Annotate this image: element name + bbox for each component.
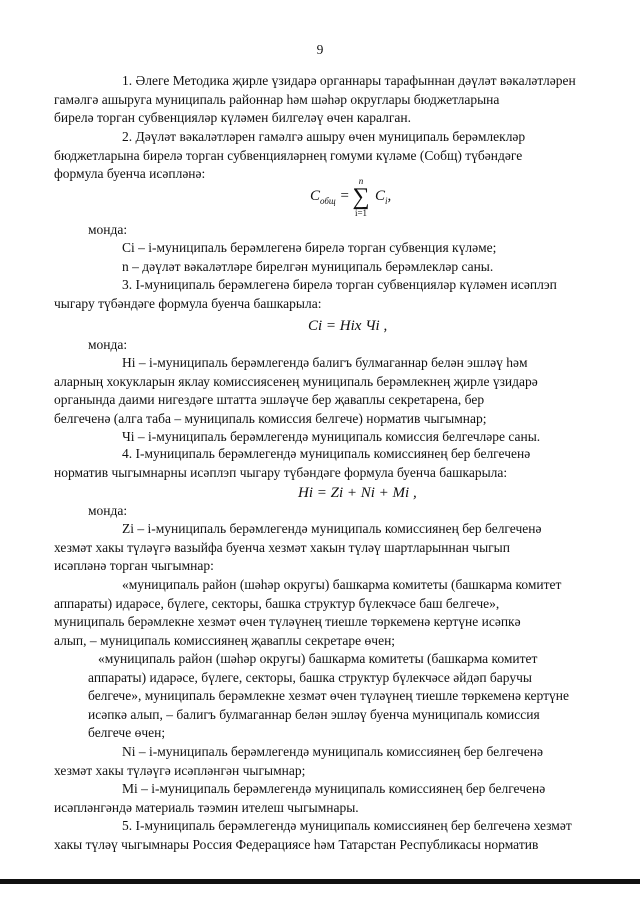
definitions-4 — [54, 743, 610, 780]
text-line: белгече», муниципаль берәмлекне хезмәт өчен түләүнең тиешле төркеменә кертүне — [88, 688, 569, 703]
text-line: белгеченә (алга таба – муниципаль комиссия белгече) норматив чыгымнар; — [54, 410, 487, 426]
text-line: 5. I-муниципаль берәмлегендә муниципаль комиссиянең бер белгеченә хезмәт — [122, 818, 572, 833]
definitions-2 — [54, 354, 610, 447]
text-line: бюджетларына бирелә торган субвенцияләрнең гомуми күләме (Cобщ) түбәндәге — [54, 147, 523, 163]
definitions-5 — [54, 780, 610, 817]
text-line: аппараты) идарәсе, бүлеге, секторы, башка структур бүлекчәсе әйдәп баручы — [88, 669, 532, 685]
text-line: алып, – муниципаль комиссиянең җаваплы секретаре өчен; — [54, 632, 396, 648]
text-line: хезмәт хакы түләүгә вазыйфа буенча хезмәт хакын түләү шартларыннан чыгып — [54, 539, 510, 555]
text-line: Zi – i-муниципаль берәмлегендә муниципаль комиссиянең бер белгеченә — [122, 521, 542, 536]
text-line: Hi – i-муниципаль берәмлегендә балигъ булмаганнар белән эшләү һәм — [122, 355, 528, 370]
text-line: аппараты) идарәсе, бүлеге, секторы, башка структур бүлекчәсе баш белгече», — [54, 595, 500, 611]
text-line: n – дәүләт вәкаләтләре бирелгән муниципаль берәмлекләр саны. — [122, 258, 494, 274]
text-line: Ci – i-муниципаль берәмлегенә бирелә торган субвенция күләме; — [122, 240, 497, 255]
text-line: 4. I-муниципаль берәмлегендә муниципаль комиссиянең бер белгеченә — [122, 446, 531, 461]
where-label-2: монда: — [88, 337, 128, 352]
formula-2: Ci = Hiх Чi , — [308, 318, 388, 334]
text-line: бирелә торган субвенцияләр күләмен билгеләү өчен каралган. — [54, 110, 411, 125]
paragraph-3 — [54, 276, 610, 313]
text-line: исәпләнә торган чыгымнар: — [54, 558, 214, 573]
text-line: исәпкә алып, – балигъ булмаганнар белән эшләү буенча муниципаль комиссия — [88, 706, 540, 722]
formula-sum-rhs: $C_i$, — [375, 188, 392, 206]
paragraph-4 — [54, 445, 610, 482]
text-line: Ni – i-муниципаль берәмлегендә муниципаль комиссиянең бер белгеченә — [122, 744, 543, 759]
text-line: хакы түләү чыгымнары Россия Федерациясе һәм Татарстан Республикасы норматив — [54, 836, 539, 852]
paragraph-5 — [54, 817, 610, 854]
text-line: Mi – i-муниципаль берәмлегендә муниципаль комиссиянең бер белгеченә — [122, 781, 546, 796]
text-line: аларның хокукларын яклау комиссиясенең муниципаль берәмлекнең җирле үзидарә — [54, 373, 538, 389]
paragraph-2 — [54, 128, 610, 184]
text-line: белгече өчен; — [88, 725, 166, 740]
text-line: муниципаль берәмлекне хезмәт өчен түләүнең тиешле төркеменә кертүне исәпкә — [54, 614, 521, 629]
quote-1 — [54, 576, 610, 650]
paragraph-1 — [54, 72, 610, 128]
where-label-3: монда: — [88, 503, 128, 518]
text-line: гамәлгә ашыруга муниципаль районнар һәм шәһәр округлары бюджетларына — [54, 91, 500, 107]
text-line: «муниципаль район (шәһәр округы) башкарма комитеты (башкарма комитет — [98, 651, 538, 666]
page-number: 9 — [316, 42, 324, 57]
text-line: «муниципаль район (шәһәр округы) башкарма комитеты (башкарма комитет — [122, 577, 562, 592]
text-line: норматив чыгымнарны исәплэп чыгару түбәндәге формула буенча башкарыла: — [54, 464, 508, 480]
scan-bottom-bar — [0, 879, 640, 884]
formula-sum-lhs: $C_{общ}$ = — [310, 188, 350, 206]
text-line: 2. Дәүләт вәкаләтләрен гамәлгә ашыру өчен муниципаль берәмлекләр — [122, 129, 526, 144]
text-line: исәпләнгәндә материаль тәэмин ителеш чыгымнары. — [54, 799, 359, 815]
text-line: формула буенча исәпләнә: — [54, 166, 206, 181]
definitions-3 — [54, 520, 610, 576]
text-line: органында даими нигездәге штатта эшләүче бер җаваплы секретарена, бер — [54, 392, 485, 407]
quote-2 — [88, 650, 610, 743]
sum-symbol: n ∑ i=1 — [352, 176, 370, 218]
definitions-1 — [88, 239, 610, 276]
text-line: хезмәт хакы түләүгә исәпләнгән чыгымнар; — [54, 762, 306, 778]
text-line: 1. Әлеге Методика җирле үзидарә органнары тарафыннан дәүләт вәкаләтләрен — [122, 73, 576, 88]
text-line: Чi – i-муниципаль берәмлегендә муниципаль комиссия белгечләре саны. — [122, 429, 541, 444]
text-line: 3. I-муниципаль берәмлегенә бирелә торган субвенцияләр күләмен исәплэп — [122, 277, 557, 292]
where-label-1: монда: — [88, 222, 128, 237]
text-line: чыгару түбәндәге формула буенча башкарыла: — [54, 295, 322, 311]
formula-3: Hi = Zi + Ni + Mi , — [298, 485, 417, 501]
